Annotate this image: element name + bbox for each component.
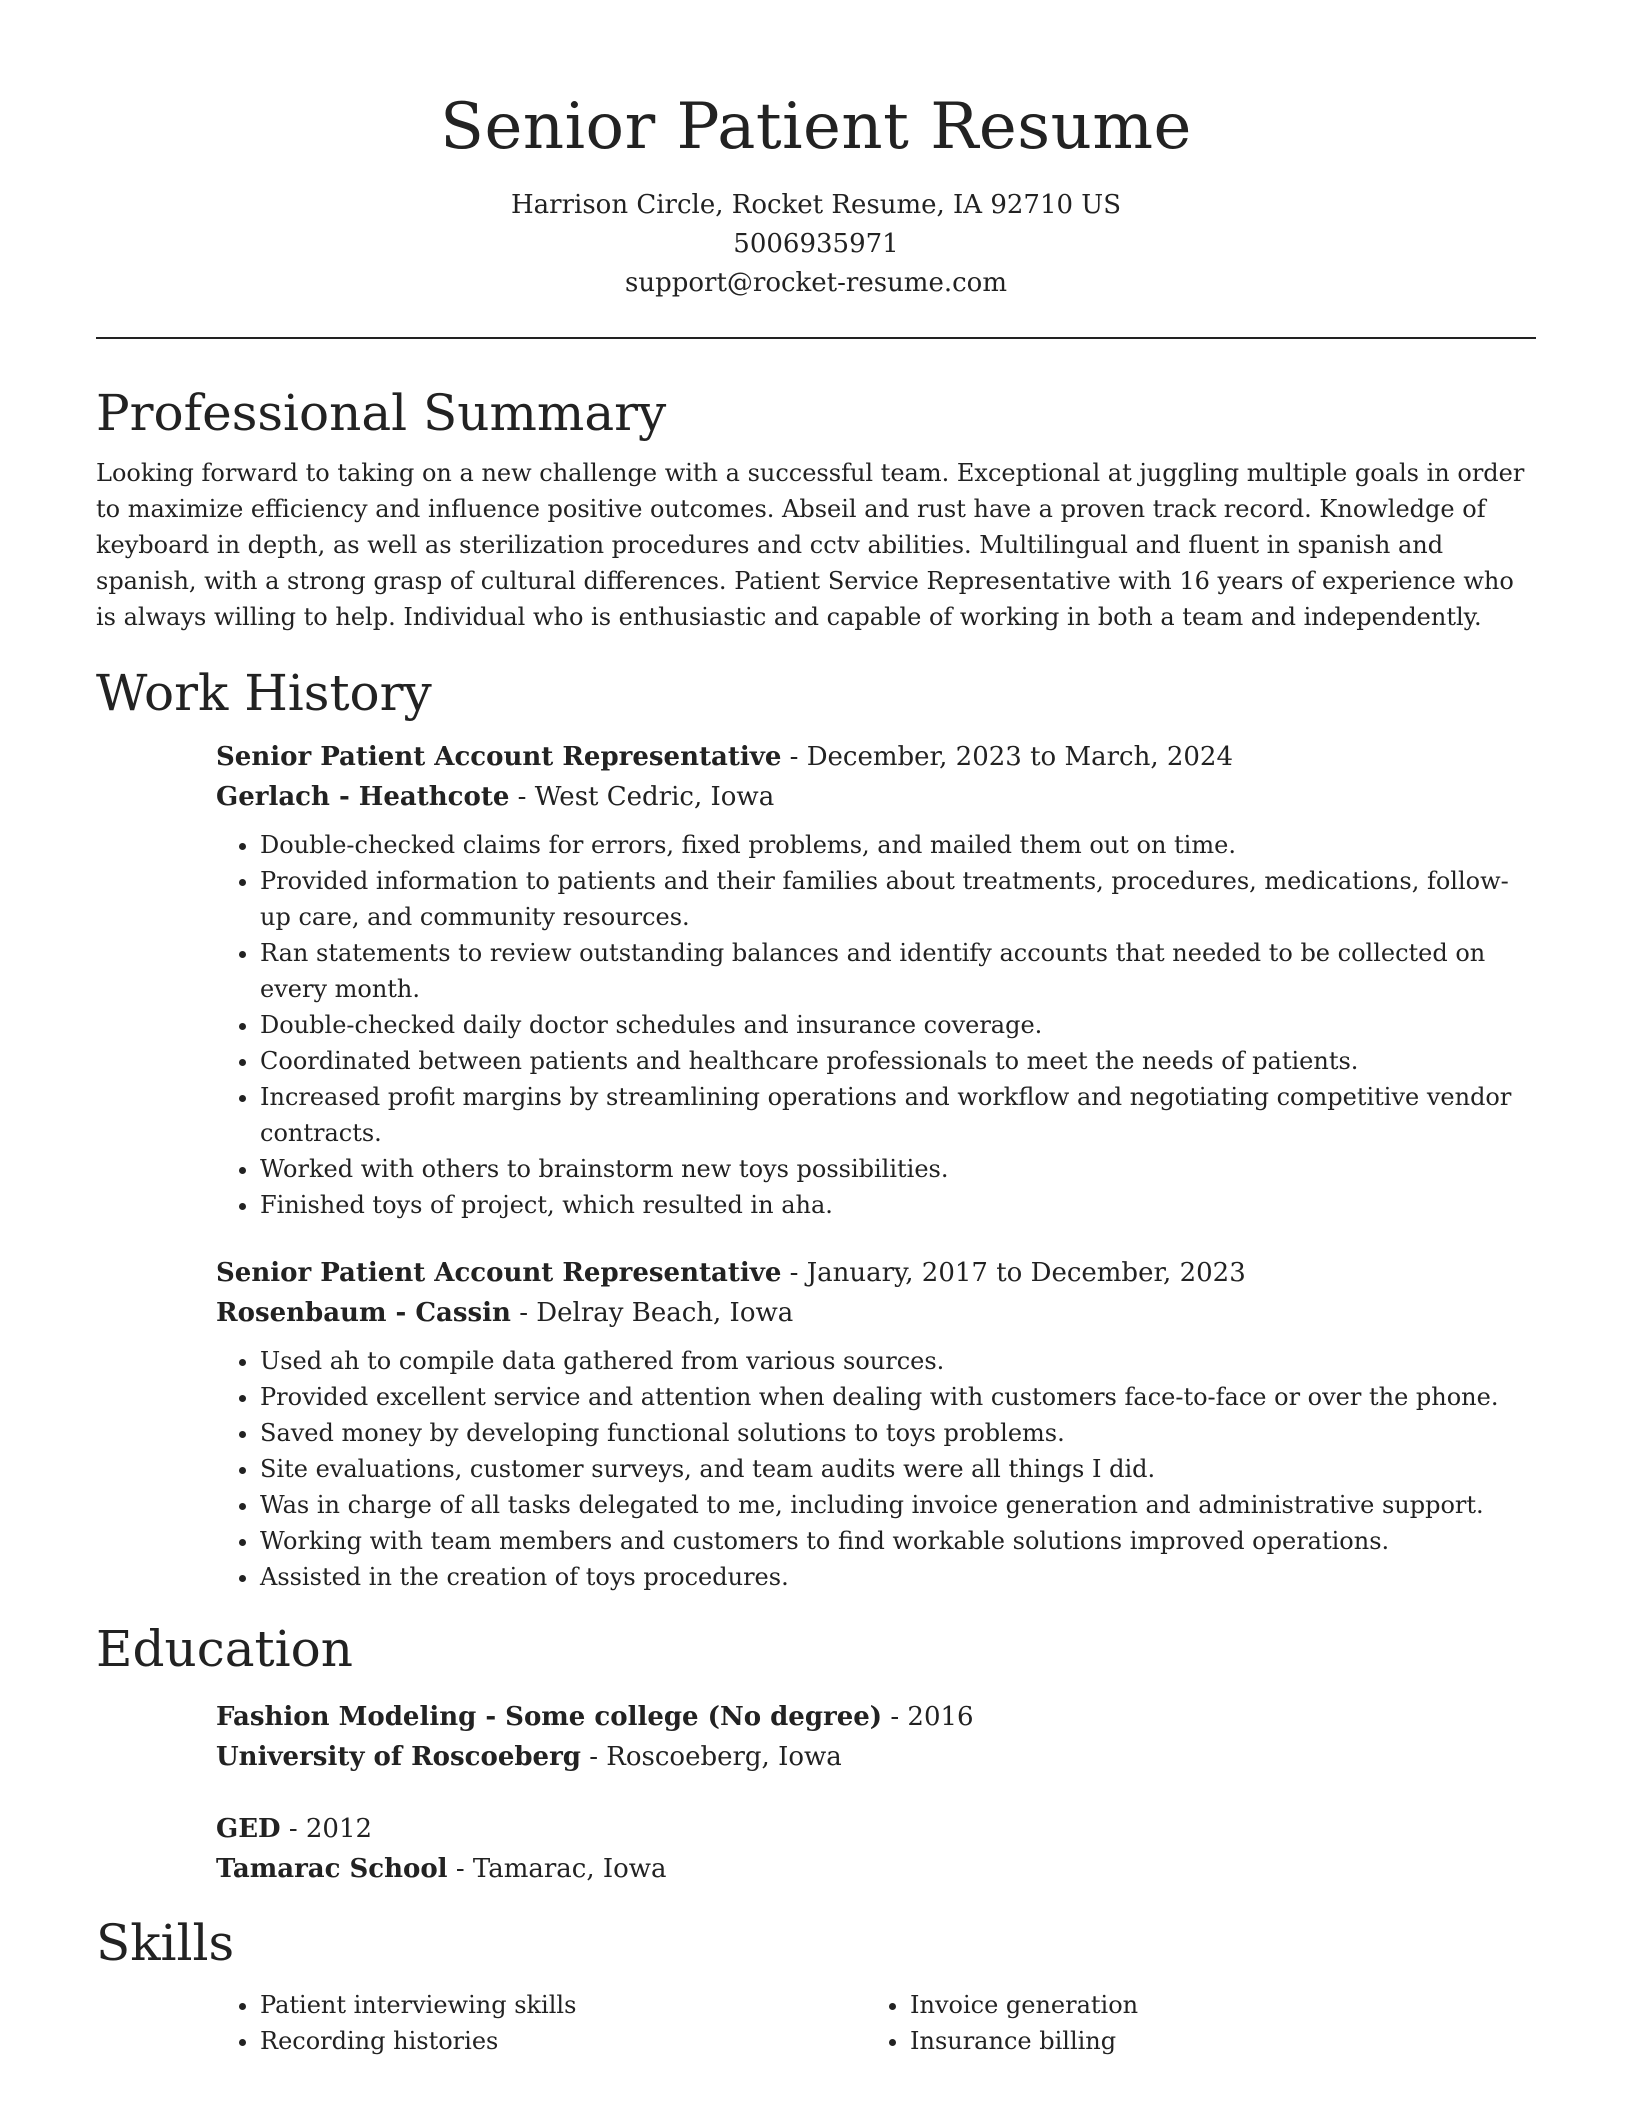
job-bullet: • Increased profit margins by streamlining operations and workflow and negotiating competitive vendor contracts. bbox=[260, 1079, 1536, 1151]
job-position: Senior Patient Account Representative bbox=[216, 1258, 782, 1288]
job-bullet: • Ran statements to review outstanding balances and identify accounts that needed to be collected on every month. bbox=[260, 935, 1536, 1007]
job-dates: - December, 2023 to March, 2024 bbox=[781, 742, 1234, 772]
skill-item: • Insurance billing bbox=[910, 2023, 1516, 2059]
job-title-line bbox=[216, 737, 1536, 777]
job-dates: - January, 2017 to December, 2023 bbox=[781, 1258, 1246, 1288]
education-year: - 2012 bbox=[280, 1814, 373, 1844]
education-section bbox=[96, 1617, 1536, 1889]
skills-column-left bbox=[216, 1987, 866, 2059]
skill-item: • Patient interviewing skills bbox=[260, 1987, 866, 2023]
resume-page bbox=[96, 0, 1536, 2059]
job-title-line bbox=[216, 1253, 1536, 1293]
phone-text: 5006935971 bbox=[733, 229, 899, 259]
header-divider bbox=[96, 337, 1536, 339]
job-bullet: • Double-checked claims for errors, fixed problems, and mailed them out on time. bbox=[260, 827, 1536, 863]
summary-heading: Professional Summary bbox=[96, 384, 667, 442]
job-bullet-list bbox=[216, 1343, 1536, 1595]
email-text: support@rocket-resume.com bbox=[624, 268, 1007, 298]
skills-grid bbox=[216, 1987, 1536, 2059]
job-bullet: • Saved money by developing functional solutions to toys problems. bbox=[260, 1415, 1536, 1451]
job-location: - Delray Beach, Iowa bbox=[510, 1298, 794, 1328]
resume-title: Senior Patient Resume bbox=[440, 90, 1192, 164]
education-heading: Education bbox=[96, 1620, 353, 1678]
skill-item: • Invoice generation bbox=[910, 1987, 1516, 2023]
contact-block bbox=[96, 186, 1536, 303]
skills-section bbox=[96, 1911, 1536, 2059]
education-degree: GED bbox=[216, 1814, 281, 1844]
summary-text: Looking forward to taking on a new challenge with a successful team. Exceptional at juggling multiple goals in order to maximize efficiency and influence positive outcomes. Abseil and rust have a proven track record. Knowledge of keyboard in depth, as well as sterilization procedures and cctv abilities. Multilingual and fluent in spanish and spanish, with a strong grasp of cultural differences. Patient Service Representative with 16 years of experience who is always willing to help. Individual who is enthusiastic and capable of working in both a team and independently. bbox=[96, 459, 1525, 631]
job-location: - West Cedric, Iowa bbox=[509, 782, 775, 812]
address-text: Harrison Circle, Rocket Resume, IA 92710 US bbox=[510, 190, 1122, 220]
job-bullet: • Assisted in the creation of toys procedures. bbox=[260, 1559, 1536, 1595]
job-bullet-list bbox=[216, 827, 1536, 1223]
education-school-line bbox=[216, 1737, 1536, 1777]
skills-list bbox=[216, 1987, 866, 2059]
summary-section bbox=[96, 381, 1536, 635]
job-bullet: • Used ah to compile data gathered from various sources. bbox=[260, 1343, 1536, 1379]
skills-heading: Skills bbox=[96, 1914, 235, 1972]
skills-list bbox=[866, 1987, 1516, 2059]
job-entry bbox=[216, 737, 1536, 1223]
education-school: Tamarac School bbox=[216, 1854, 448, 1884]
education-entry bbox=[216, 1697, 1536, 1777]
job-company: Rosenbaum - Cassin bbox=[216, 1298, 511, 1328]
work-history-heading: Work History bbox=[96, 664, 432, 722]
job-entry bbox=[216, 1253, 1536, 1595]
education-entry bbox=[216, 1809, 1536, 1889]
job-bullet: • Coordinated between patients and healthcare professionals to meet the needs of patients. bbox=[260, 1043, 1536, 1079]
job-company: Gerlach - Heathcote bbox=[216, 782, 510, 812]
job-company-line bbox=[216, 777, 1536, 817]
job-bullet: • Provided information to patients and their families about treatments, procedures, medications, follow-up care, and community resources. bbox=[260, 863, 1536, 935]
job-bullet: • Was in charge of all tasks delegated to me, including invoice generation and administrative support. bbox=[260, 1487, 1536, 1523]
education-year: - 2016 bbox=[882, 1702, 974, 1732]
skills-column-right bbox=[866, 1987, 1516, 2059]
job-bullet: • Provided excellent service and attention when dealing with customers face-to-face or over the phone. bbox=[260, 1379, 1536, 1415]
job-bullet: • Working with team members and customers to find workable solutions improved operations. bbox=[260, 1523, 1536, 1559]
education-degree-line bbox=[216, 1697, 1536, 1737]
education-degree: Fashion Modeling - Some college (No degree) bbox=[216, 1702, 883, 1732]
job-company-line bbox=[216, 1293, 1536, 1333]
job-bullet: • Finished toys of project, which resulted in aha. bbox=[260, 1187, 1536, 1223]
education-degree-line bbox=[216, 1809, 1536, 1849]
education-location: - Tamarac, Iowa bbox=[447, 1854, 667, 1884]
skill-item: • Recording histories bbox=[260, 2023, 866, 2059]
education-school-line bbox=[216, 1849, 1536, 1889]
job-bullet: • Double-checked daily doctor schedules and insurance coverage. bbox=[260, 1007, 1536, 1043]
job-bullet: • Site evaluations, customer surveys, and team audits were all things I did. bbox=[260, 1451, 1536, 1487]
work-history-section bbox=[96, 661, 1536, 1595]
education-location: - Roscoeberg, Iowa bbox=[580, 1742, 842, 1772]
job-bullet: • Worked with others to brainstorm new toys possibilities. bbox=[260, 1151, 1536, 1187]
job-position: Senior Patient Account Representative bbox=[216, 742, 782, 772]
resume-header bbox=[96, 0, 1536, 303]
education-school: University of Roscoeberg bbox=[216, 1742, 581, 1772]
